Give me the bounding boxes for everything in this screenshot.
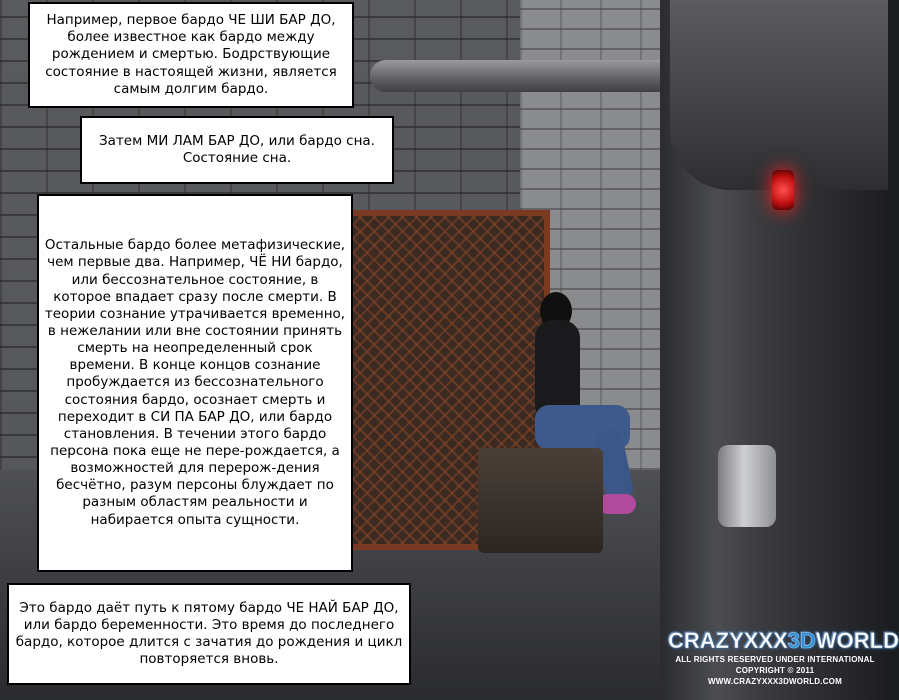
watermark-logo xyxy=(668,628,899,694)
overhead-pipe xyxy=(370,60,700,92)
logo-rights-line: ALL RIGHTS RESERVED UNDER INTERNATIONAL xyxy=(675,655,875,664)
character-shoe xyxy=(598,494,636,514)
caption-text-4: Это бардо даёт путь к пятому бардо ЧЕ НАЙ БАР ДО, или бардо беременности. Это время до последнего бардо, которое длится с зачатия до рождения и цикл повторяется вновь. xyxy=(15,599,403,668)
caption-text-1: Например, первое бардо ЧЕ ШИ БАР ДО, более известное как бардо между рождением и смертью. Бодрствующие состояние в настоящей жизни, является самым долгим бардо. xyxy=(45,12,337,97)
logo-prefix: CRAZYXXX xyxy=(668,628,788,653)
caption-box-2 xyxy=(80,116,394,184)
logo-wordmark xyxy=(668,628,899,654)
red-warning-light xyxy=(772,170,794,210)
tank-top xyxy=(670,0,888,190)
character-torso xyxy=(535,320,580,415)
logo-copyright-line: COPYRIGHT © 2011 WWW.CRAZYXXX3DWORLD.COM xyxy=(708,666,842,686)
metal-crate xyxy=(478,448,603,553)
logo-accent: 3D xyxy=(787,628,816,653)
gas-canister xyxy=(718,445,776,527)
caption-text-2: Затем МИ ЛАМ БАР ДО, или бардо сна. Состояние сна. xyxy=(99,132,375,166)
caption-box-4 xyxy=(7,583,411,685)
caption-box-3 xyxy=(37,194,353,572)
logo-suffix: WORLD xyxy=(815,628,899,653)
caption-text-3: Остальные бардо более метафизические, чем первые два. Например, ЧЁ НИ бардо, или бессознательное состояние, в которое впадает сразу после смерти. В теории сознание утрачивается временно, в нежелании или вне состоянии принять смерть на неопределенный срок времени. В конце концов сознание пробуждается из бессознательного состояния бардо, осознает смерть и переходит в СИ ПА БАР ДО, или бардо становления. В течении этого бардо персона пока еще не пере-рождается, а возможностей для перерож-дения бесчётно, разум персоны блуждает по разным областям реальности и набирается опыта сущности. xyxy=(44,237,346,528)
caption-box-1 xyxy=(28,2,354,108)
